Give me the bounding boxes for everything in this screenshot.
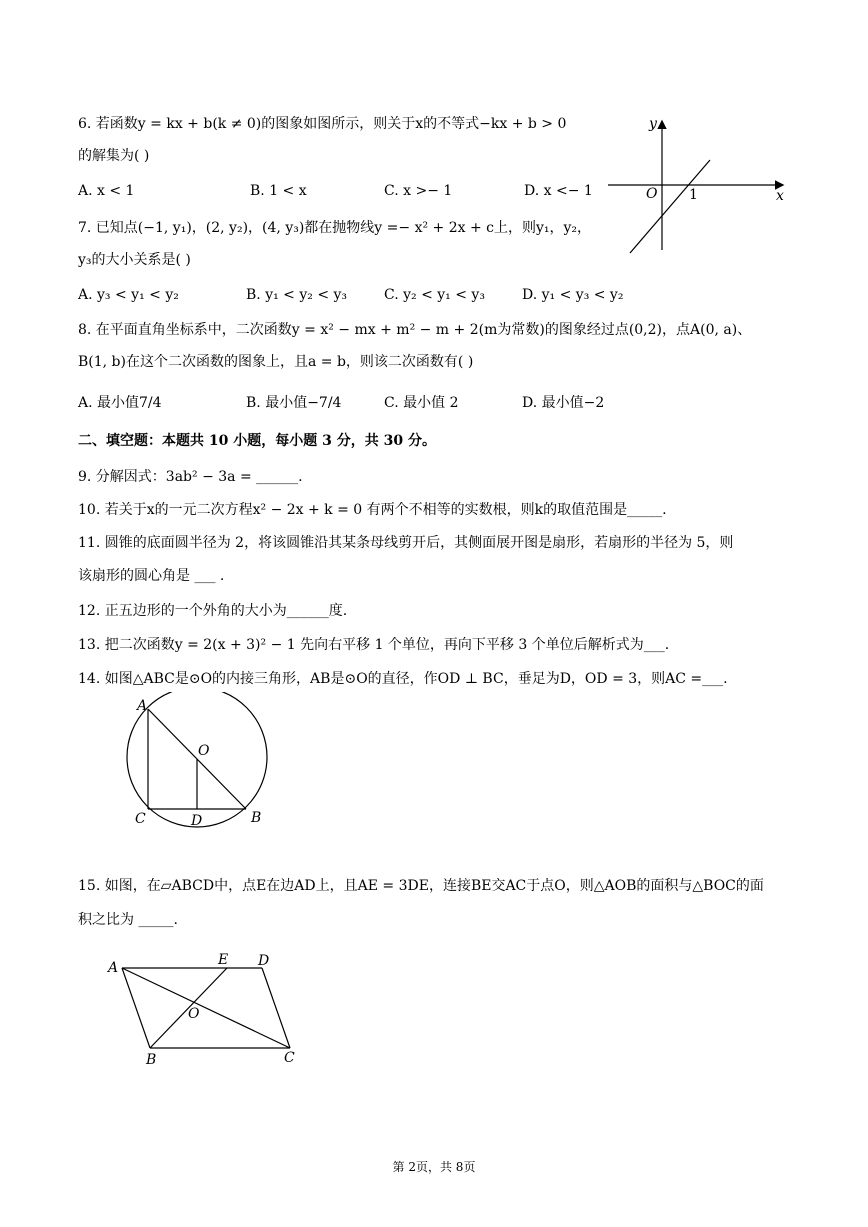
q15-segment-ac [122, 968, 290, 1048]
q14-label-c: C [135, 811, 146, 827]
q15-segment-ab [122, 968, 150, 1048]
q9-stem: 9. 分解因式：3ab² − 3a = ______. [78, 469, 303, 485]
q6-linear-graph [600, 110, 800, 260]
page-footer: 第 2页，共 8页 [392, 1160, 476, 1174]
q12-stem: 12. 正五边形的一个外角的大小为______度. [78, 603, 348, 619]
q14-circle-figure [120, 692, 290, 837]
q14-stem: 14. 如图△ABC是⊙O的内接三角形，AB是⊙O的直径，作OD ⊥ BC，垂足为D，OD = 3，则AC =___. [78, 671, 728, 687]
q8-option-c: C. 最小值 2 [384, 395, 459, 411]
q7-stem-line2: y₃的大小关系是( ) [78, 252, 191, 268]
q7-option-b: B. y₁ < y₂ < y₃ [246, 287, 348, 303]
q15-label-d: D [258, 953, 270, 969]
q6-label-one: 1 [689, 187, 698, 203]
q8-option-b: B. 最小值−7/4 [246, 395, 342, 411]
q6-option-d: D. x <− 1 [524, 183, 593, 199]
q14-label-d: D [191, 813, 203, 829]
q14-label-b: B [251, 810, 262, 826]
q11-stem-line2: 该扇形的圆心角是 ___ . [78, 568, 225, 584]
q15-label-b: B [146, 1052, 157, 1068]
q8-option-d: D. 最小值−2 [522, 395, 605, 411]
q6-stem-line1: 6. 若函数y = kx + b(k ≠ 0)的图象如图所示，则关于x的不等式−kx + b > 0 [78, 116, 567, 132]
q7-stem-line1: 7. 已知点(−1, y₁)，(2, y₂)，(4, y₃)都在抛物线y =− x² + 2x + c上，则y₁，y₂， [78, 220, 592, 236]
q6-option-c: C. x >− 1 [384, 183, 453, 199]
q6-stem-line2: 的解集为( ) [78, 148, 150, 164]
q15-parallelogram-figure [100, 948, 310, 1068]
q15-label-c: C [284, 1050, 295, 1066]
q15-label-a: A [108, 960, 119, 976]
q13-stem: 13. 把二次函数y = 2(x + 3)² − 1 先向右平移 1 个单位，再向下平移 3 个单位后解析式为___. [78, 637, 670, 653]
q6-option-a: A. x < 1 [78, 183, 135, 199]
q15-label-o: O [188, 1006, 200, 1022]
q6-label-x: x [776, 188, 784, 204]
q8-stem-line2: B(1, b)在这个二次函数的图象上，且a = b，则该二次函数有( ) [78, 354, 474, 370]
q7-option-c: C. y₂ < y₁ < y₃ [384, 287, 485, 303]
q7-option-a: A. y₃ < y₁ < y₂ [78, 287, 179, 303]
q14-label-a: A [137, 698, 148, 714]
q15-stem-line2: 积之比为 _____. [78, 912, 178, 928]
q11-stem-line1: 11. 圆锥的底面圆半径为 2，将该圆锥沿其某条母线剪开后，其侧面展开图是扇形，若扇形的半径为 5，则 [78, 535, 734, 551]
q15-label-e: E [218, 952, 229, 968]
section-2-heading: 二、填空题：本题共 10 小题，每小题 3 分，共 30 分。 [78, 433, 436, 449]
q15-segment-dc [262, 968, 290, 1048]
q6-label-y: y [649, 116, 657, 132]
q7-option-d: D. y₁ < y₃ < y₂ [522, 287, 624, 303]
q10-stem: 10. 若关于x的一元二次方程x² − 2x + k = 0 有两个不相等的实数根，则k的取值范围是_____. [78, 502, 667, 518]
q6-option-b: B. 1 < x [250, 183, 307, 199]
q6-function-line [630, 160, 710, 253]
q15-stem-line1: 15. 如图，在▱ABCD中，点E在边AD上，且AE = 3DE，连接BE交AC于点O，则△AOB的面积与△BOC的面 [78, 878, 764, 894]
q8-stem-line1: 8. 在平面直角坐标系中，二次函数y = x² − mx + m² − m + 2(m为常数)的图象经过点(0,2)，点A(0, a)、 [78, 322, 752, 338]
q8-option-a: A. 最小值7/4 [78, 395, 162, 411]
q6-label-origin: O [646, 186, 658, 202]
q14-label-o: O [198, 743, 210, 759]
